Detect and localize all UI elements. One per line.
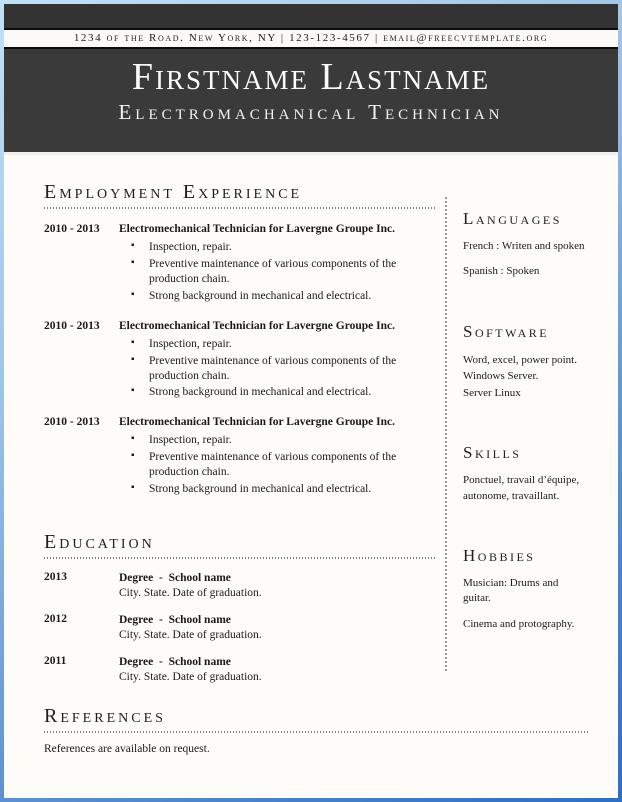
experience-bullet-list <box>119 240 436 304</box>
languages-section <box>463 209 588 280</box>
experience-bullet: ▪ Inspection, repair. <box>131 337 436 352</box>
dotted-rule <box>44 557 436 559</box>
education-year: 2013 <box>44 571 67 584</box>
language-item: Spanish : Spoken <box>463 265 540 278</box>
candidate-job-title: Electromachanical Technician <box>118 99 504 124</box>
experience-heading: Employment Experience <box>44 181 303 203</box>
software-item: Server Linux <box>463 386 521 399</box>
experience-bullet: ▪ Inspection, repair. <box>131 433 436 448</box>
experience-dates: 2010 - 2013 <box>44 223 100 235</box>
software-item: Word, excel, power point. <box>463 353 577 366</box>
education-degree: Degree - School name <box>119 613 231 626</box>
sidebar-column <box>447 181 588 685</box>
experience-section <box>44 181 436 499</box>
references-text: References are available on request. <box>44 742 210 755</box>
education-heading: Education <box>44 531 155 554</box>
experience-bullet-list <box>119 433 436 497</box>
experience-bullet-list <box>119 337 436 401</box>
resume-page <box>4 4 618 798</box>
education-entry <box>44 613 436 643</box>
education-degree: Degree - School name <box>119 572 231 585</box>
hobbies-section <box>463 546 588 632</box>
resume-body <box>4 152 618 798</box>
education-entry <box>44 655 436 685</box>
skills-section <box>463 443 588 504</box>
education-details: City. State. Date of graduation. <box>119 628 262 641</box>
experience-dates: 2010 - 2013 <box>44 319 100 332</box>
experience-entry <box>44 415 436 499</box>
experience-title: Electromechanical Technician for Lavergne Groupe Inc. <box>119 319 395 332</box>
education-year: 2012 <box>44 612 67 625</box>
candidate-name: Firstname Lastname <box>131 56 491 98</box>
experience-bullet: ▪ Strong background in mechanical and electrical. <box>131 482 436 497</box>
experience-bullet: ▪ Preventive maintenance of various components of the production chain. <box>131 354 436 384</box>
dotted-rule <box>44 207 436 209</box>
hobbies-heading: Hobbies <box>463 546 536 566</box>
education-details: City. State. Date of graduation. <box>119 670 262 683</box>
experience-title: Electromechanical Technician for Lavergne Groupe Inc. <box>119 416 395 429</box>
references-section <box>44 705 588 755</box>
dotted-rule <box>44 731 588 733</box>
references-heading: References <box>44 704 166 727</box>
experience-dates: 2010 - 2013 <box>44 416 100 429</box>
hobby-item: Musician: Drums and guitar. <box>463 577 559 605</box>
education-section <box>44 531 436 685</box>
education-details: City. State. Date of graduation. <box>119 587 262 599</box>
software-item: Windows Server. <box>463 370 539 383</box>
name-block <box>4 49 618 125</box>
software-heading: Software <box>463 321 550 341</box>
two-column-region <box>44 181 588 685</box>
languages-heading: Languages <box>463 209 562 228</box>
education-year: 2011 <box>44 654 67 667</box>
experience-entry <box>44 222 436 306</box>
experience-title: Electromechanical Technician for Lavergne Groupe Inc. <box>119 223 395 235</box>
experience-bullet: ▪ Strong background in mechanical and electrical. <box>131 289 436 304</box>
experience-bullet: ▪ Inspection, repair. <box>131 240 436 255</box>
contact-bar: 1234 of the Road. New York, NY | 123-123-4567 | email@freecvtemplate.org <box>4 28 618 49</box>
header-top-band <box>4 4 618 28</box>
experience-entry <box>44 319 436 403</box>
education-degree: Degree - School name <box>119 655 231 668</box>
hobby-item: Cinema and protography. <box>463 617 575 630</box>
main-column <box>44 181 436 685</box>
software-section <box>463 322 588 402</box>
resume-header <box>4 4 618 152</box>
education-entry <box>44 571 436 601</box>
experience-bullet: ▪ Preventive maintenance of various components of the production chain. <box>131 257 436 287</box>
skills-heading: Skills <box>463 443 522 463</box>
skills-text: Ponctuel, travail d’équipe, autonome, travaillant. <box>463 474 580 502</box>
experience-bullet: ▪ Strong background in mechanical and electrical. <box>131 385 436 400</box>
language-item: French : Writen and spoken <box>463 240 585 252</box>
experience-bullet: ▪ Preventive maintenance of various components of the production chain. <box>131 450 436 480</box>
